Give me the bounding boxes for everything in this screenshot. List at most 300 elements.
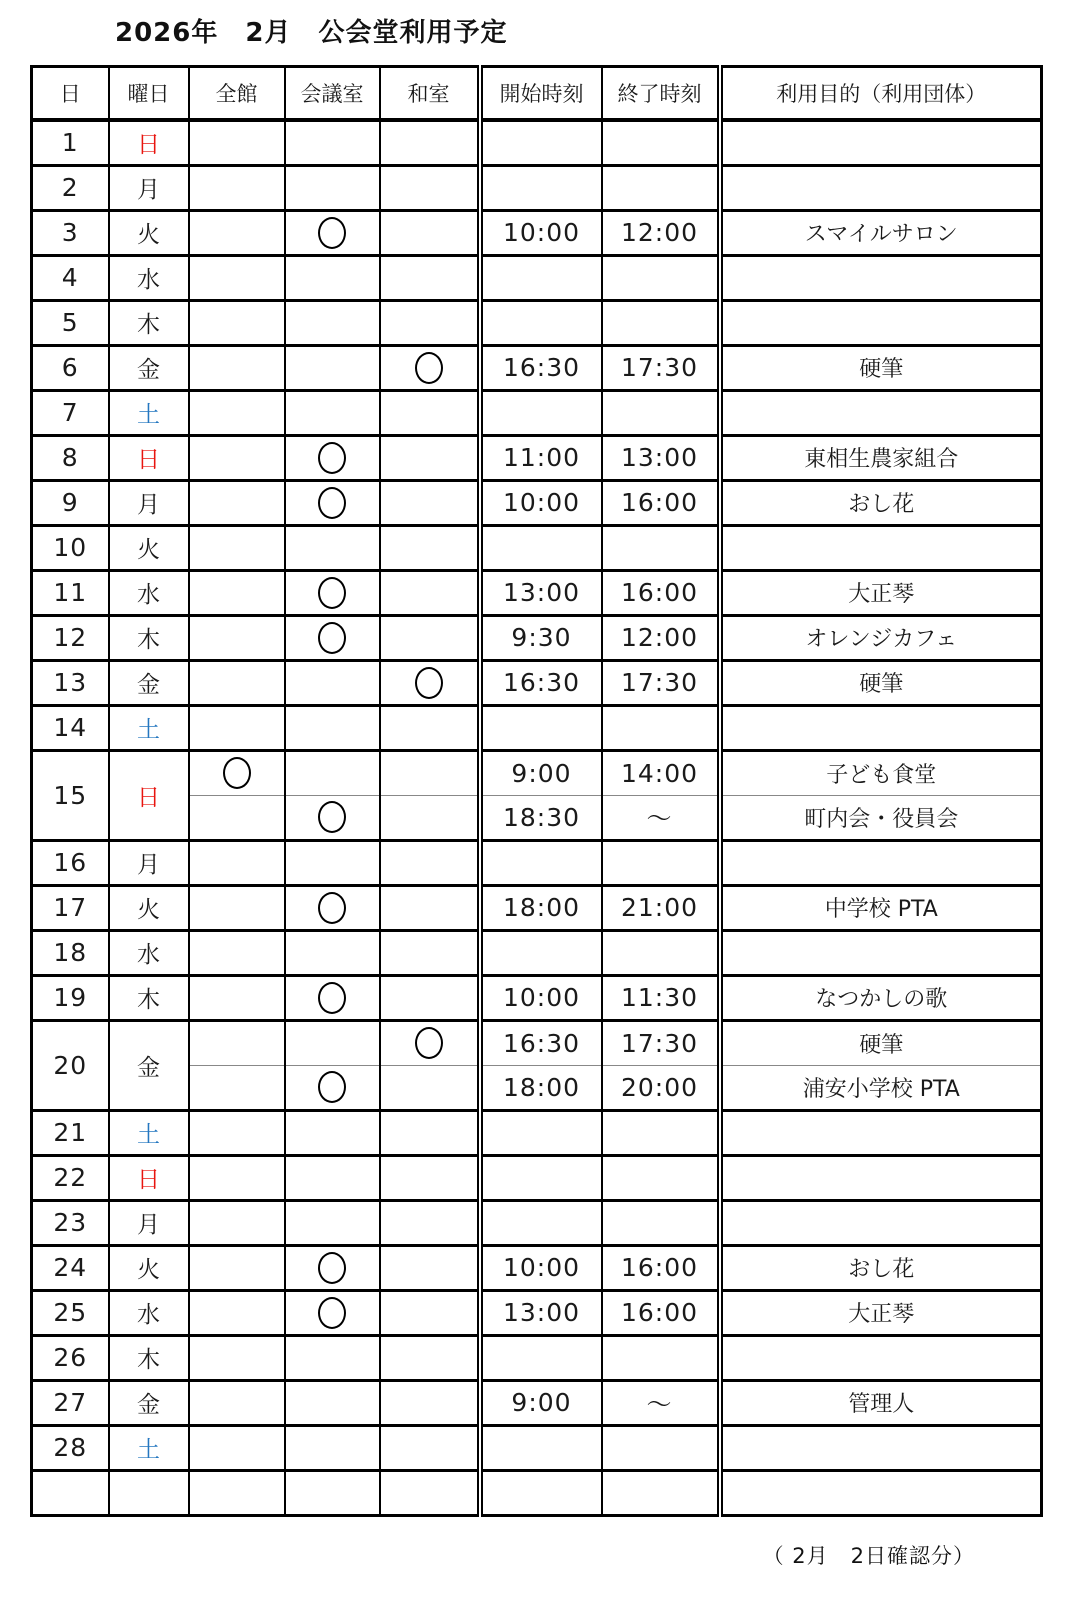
cell-end-time: 12:00 [602,210,720,255]
schedule-row-14 [32,705,1042,750]
cell-zenkan [189,1200,285,1245]
schedule-row-7 [32,390,1042,435]
header-row [32,67,1042,121]
cell-start-time [480,1200,602,1245]
cell-purpose [720,705,1042,750]
cell-kaigishitsu [285,615,380,660]
cell-washitsu [380,1200,480,1245]
cell-start-time [480,1425,602,1470]
cell-day: 3 [32,210,109,255]
header-cell-end-time: 終了時刻 [602,67,720,121]
cell-kaigishitsu [285,930,380,975]
circle-mark [318,1297,346,1329]
footer-note: （ 2月 2日確認分） [762,1544,975,1568]
cell-washitsu [380,300,480,345]
page-title: 2026年 2月 公会堂利用予定 [115,18,508,48]
cell-zenkan [189,975,285,1020]
cell-purpose: 管理人 [720,1380,1042,1425]
cell-zenkan [189,210,285,255]
schedule-row-15 [32,750,1042,795]
circle-mark [318,1252,346,1284]
schedule-row-10 [32,525,1042,570]
cell-kaigishitsu [285,120,380,165]
cell-start-time: 9:00 [480,750,602,795]
cell-end-time [602,1155,720,1200]
cell-weekday: 火 [109,885,189,930]
cell-day: 18 [32,930,109,975]
cell-start-time [480,840,602,885]
cell-zenkan [189,345,285,390]
cell-weekday: 水 [109,255,189,300]
cell-day: 6 [32,345,109,390]
cell-start-time [480,300,602,345]
cell-kaigishitsu [285,525,380,570]
cell-purpose: おし花 [720,1245,1042,1290]
cell-day: 23 [32,1200,109,1245]
cell-kaigishitsu [285,1200,380,1245]
cell-zenkan [189,255,285,300]
cell-purpose [720,1335,1042,1380]
cell-purpose: オレンジカフェ [720,615,1042,660]
schedule-row-20 [32,1020,1042,1065]
cell-purpose: おし花 [720,480,1042,525]
schedule-row-11 [32,570,1042,615]
cell-day: 15 [32,750,109,840]
cell-zenkan [189,1020,285,1065]
cell-purpose: 硬筆 [720,345,1042,390]
schedule-row-9 [32,480,1042,525]
cell-purpose: 中学校 PTA [720,885,1042,930]
cell-weekday: 金 [109,1020,189,1110]
cell-start-time: 10:00 [480,210,602,255]
cell-zenkan [189,660,285,705]
cell-weekday: 水 [109,1290,189,1335]
cell-day: 20 [32,1020,109,1110]
schedule-row-12 [32,615,1042,660]
cell-weekday: 土 [109,1425,189,1470]
cell-weekday: 日 [109,435,189,480]
cell-day: 25 [32,1290,109,1335]
cell-end-time [602,840,720,885]
cell-washitsu [380,1110,480,1155]
cell-zenkan [189,1245,285,1290]
cell-end-time [602,1200,720,1245]
cell-kaigishitsu [285,210,380,255]
cell-end-time [602,1425,720,1470]
cell-weekday: 土 [109,1110,189,1155]
cell-purpose [720,525,1042,570]
cell-weekday: 木 [109,1335,189,1380]
cell-start-time [480,1470,602,1515]
cell-kaigishitsu [285,795,380,840]
cell-kaigishitsu [285,165,380,210]
cell-weekday: 水 [109,930,189,975]
cell-purpose [720,930,1042,975]
schedule-row-empty [32,1470,1042,1515]
cell-zenkan [189,120,285,165]
cell-weekday: 水 [109,570,189,615]
cell-washitsu [380,1335,480,1380]
circle-mark [415,1027,443,1059]
cell-day: 11 [32,570,109,615]
cell-end-time [602,120,720,165]
cell-weekday: 火 [109,525,189,570]
cell-zenkan [189,930,285,975]
circle-mark [223,757,251,789]
cell-purpose: 硬筆 [720,660,1042,705]
cell-start-time: 10:00 [480,480,602,525]
cell-day: 21 [32,1110,109,1155]
cell-zenkan [189,1065,285,1110]
cell-end-time [602,930,720,975]
cell-start-time [480,1110,602,1155]
schedule-row-4 [32,255,1042,300]
header-cell-day: 日 [32,67,109,121]
cell-weekday: 土 [109,390,189,435]
schedule-row-3 [32,210,1042,255]
cell-washitsu [380,525,480,570]
cell-washitsu [380,840,480,885]
cell-kaigishitsu [285,345,380,390]
cell-purpose [720,840,1042,885]
cell-start-time: 10:00 [480,975,602,1020]
cell-purpose [720,1425,1042,1470]
cell-purpose: 町内会・役員会 [720,795,1042,840]
cell-zenkan [189,300,285,345]
circle-mark [318,892,346,924]
cell-end-time: ～ [602,1380,720,1425]
cell-day: 17 [32,885,109,930]
cell-day: 7 [32,390,109,435]
cell-washitsu [380,750,480,795]
cell-washitsu [380,210,480,255]
cell-day: 12 [32,615,109,660]
cell-weekday: 日 [109,750,189,840]
cell-kaigishitsu [285,480,380,525]
cell-washitsu [380,120,480,165]
cell-end-time [602,705,720,750]
cell-kaigishitsu [285,300,380,345]
cell-washitsu [380,1155,480,1200]
cell-zenkan [189,705,285,750]
cell-weekday: 火 [109,210,189,255]
cell-end-time: 17:30 [602,345,720,390]
cell-start-time: 18:30 [480,795,602,840]
cell-weekday [109,1470,189,1515]
cell-day: 2 [32,165,109,210]
schedule-row-8 [32,435,1042,480]
cell-washitsu [380,570,480,615]
cell-kaigishitsu [285,750,380,795]
cell-washitsu [380,975,480,1020]
cell-weekday: 金 [109,345,189,390]
cell-day: 10 [32,525,109,570]
cell-washitsu [380,1245,480,1290]
cell-weekday: 火 [109,1245,189,1290]
cell-kaigishitsu [285,1335,380,1380]
cell-zenkan [189,435,285,480]
cell-kaigishitsu [285,1065,380,1110]
cell-start-time: 16:30 [480,345,602,390]
cell-weekday: 金 [109,1380,189,1425]
cell-purpose [720,165,1042,210]
cell-zenkan [189,480,285,525]
cell-start-time: 10:00 [480,1245,602,1290]
cell-kaigishitsu [285,255,380,300]
schedule-row-5 [32,300,1042,345]
cell-zenkan [189,1290,285,1335]
cell-end-time: 17:30 [602,1020,720,1065]
cell-start-time [480,705,602,750]
cell-start-time: 11:00 [480,435,602,480]
cell-end-time: 11:30 [602,975,720,1020]
cell-kaigishitsu [285,570,380,615]
cell-start-time: 16:30 [480,1020,602,1065]
cell-start-time [480,390,602,435]
cell-kaigishitsu [285,1425,380,1470]
header-cell-start-time: 開始時刻 [480,67,602,121]
cell-day: 5 [32,300,109,345]
cell-end-time [602,255,720,300]
cell-weekday: 土 [109,705,189,750]
cell-purpose [720,300,1042,345]
cell-kaigishitsu [285,1020,380,1065]
cell-washitsu [380,390,480,435]
cell-purpose: 硬筆 [720,1020,1042,1065]
circle-mark [318,577,346,609]
cell-zenkan [189,165,285,210]
cell-zenkan [189,390,285,435]
cell-day: 4 [32,255,109,300]
cell-washitsu [380,705,480,750]
cell-start-time [480,1155,602,1200]
cell-purpose [720,120,1042,165]
cell-end-time [602,1470,720,1515]
cell-purpose [720,1200,1042,1245]
cell-start-time: 9:00 [480,1380,602,1425]
circle-mark [318,1071,346,1103]
circle-mark [318,622,346,654]
schedule-row-28 [32,1425,1042,1470]
cell-weekday: 木 [109,615,189,660]
cell-end-time [602,390,720,435]
schedule-body [32,120,1042,1515]
cell-day [32,1470,109,1515]
cell-kaigishitsu [285,1380,380,1425]
cell-day: 9 [32,480,109,525]
cell-kaigishitsu [285,885,380,930]
schedule-row-26 [32,1335,1042,1380]
header-cell-washitsu: 和室 [380,67,480,121]
cell-start-time [480,525,602,570]
cell-end-time [602,525,720,570]
schedule-row-22 [32,1155,1042,1200]
cell-kaigishitsu [285,840,380,885]
cell-day: 28 [32,1425,109,1470]
cell-start-time [480,255,602,300]
cell-purpose [720,1110,1042,1155]
cell-washitsu [380,255,480,300]
cell-kaigishitsu [285,705,380,750]
cell-zenkan [189,1335,285,1380]
cell-washitsu [380,1470,480,1515]
cell-kaigishitsu [285,975,380,1020]
cell-zenkan [189,1155,285,1200]
schedule-row-27 [32,1380,1042,1425]
header-cell-zenkan: 全館 [189,67,285,121]
cell-day: 14 [32,705,109,750]
schedule-row-19 [32,975,1042,1020]
cell-purpose [720,1470,1042,1515]
cell-weekday: 月 [109,165,189,210]
cell-washitsu [380,1380,480,1425]
cell-purpose: 東相生農家組合 [720,435,1042,480]
cell-start-time [480,120,602,165]
cell-kaigishitsu [285,1245,380,1290]
circle-mark [318,217,346,249]
cell-washitsu [380,930,480,975]
circle-mark [318,442,346,474]
cell-day: 26 [32,1335,109,1380]
header-cell-purpose: 利用目的（利用団体） [720,67,1042,121]
cell-day: 16 [32,840,109,885]
cell-start-time: 16:30 [480,660,602,705]
cell-weekday: 日 [109,120,189,165]
cell-purpose [720,390,1042,435]
schedule-row-21 [32,1110,1042,1155]
cell-end-time [602,1335,720,1380]
cell-end-time: 20:00 [602,1065,720,1110]
cell-day: 22 [32,1155,109,1200]
cell-start-time [480,930,602,975]
cell-day: 27 [32,1380,109,1425]
cell-washitsu [380,615,480,660]
cell-day: 19 [32,975,109,1020]
cell-washitsu [380,480,480,525]
cell-washitsu [380,165,480,210]
cell-end-time: ～ [602,795,720,840]
cell-start-time: 18:00 [480,1065,602,1110]
cell-kaigishitsu [285,660,380,705]
circle-mark [415,667,443,699]
cell-purpose: スマイルサロン [720,210,1042,255]
cell-day: 1 [32,120,109,165]
cell-purpose [720,255,1042,300]
cell-kaigishitsu [285,1470,380,1515]
cell-zenkan [189,1380,285,1425]
schedule-row-18 [32,930,1042,975]
cell-zenkan [189,1425,285,1470]
cell-purpose: 大正琴 [720,1290,1042,1335]
cell-washitsu [380,1020,480,1065]
schedule-row-6 [32,345,1042,390]
cell-start-time: 13:00 [480,1290,602,1335]
cell-end-time: 13:00 [602,435,720,480]
cell-purpose: なつかしの歌 [720,975,1042,1020]
cell-day: 8 [32,435,109,480]
cell-end-time: 17:30 [602,660,720,705]
cell-purpose: 大正琴 [720,570,1042,615]
schedule-row-25 [32,1290,1042,1335]
schedule-row-13 [32,660,1042,705]
cell-weekday: 月 [109,840,189,885]
cell-zenkan [189,525,285,570]
cell-purpose [720,1155,1042,1200]
cell-weekday: 木 [109,975,189,1020]
schedule-row-1 [32,120,1042,165]
cell-weekday: 日 [109,1155,189,1200]
cell-zenkan [189,795,285,840]
cell-zenkan [189,570,285,615]
cell-zenkan [189,1110,285,1155]
cell-end-time: 16:00 [602,1290,720,1335]
schedule-row-16 [32,840,1042,885]
circle-mark [415,352,443,384]
cell-kaigishitsu [285,435,380,480]
cell-start-time: 9:30 [480,615,602,660]
circle-mark [318,487,346,519]
cell-end-time: 16:00 [602,480,720,525]
cell-washitsu [380,1425,480,1470]
cell-weekday: 金 [109,660,189,705]
cell-zenkan [189,840,285,885]
cell-end-time [602,165,720,210]
cell-washitsu [380,1065,480,1110]
schedule-row-24 [32,1245,1042,1290]
schedule-table [30,65,1043,1517]
cell-washitsu [380,660,480,705]
cell-washitsu [380,435,480,480]
cell-end-time: 21:00 [602,885,720,930]
cell-kaigishitsu [285,390,380,435]
cell-start-time: 13:00 [480,570,602,615]
cell-day: 13 [32,660,109,705]
cell-weekday: 月 [109,1200,189,1245]
cell-weekday: 木 [109,300,189,345]
cell-kaigishitsu [285,1110,380,1155]
cell-zenkan [189,750,285,795]
cell-washitsu [380,885,480,930]
cell-purpose: 浦安小学校 PTA [720,1065,1042,1110]
cell-end-time [602,300,720,345]
circle-mark [318,801,346,833]
schedule-row-23 [32,1200,1042,1245]
cell-end-time: 16:00 [602,1245,720,1290]
cell-start-time: 18:00 [480,885,602,930]
cell-end-time: 14:00 [602,750,720,795]
cell-end-time: 16:00 [602,570,720,615]
cell-washitsu [380,795,480,840]
circle-mark [318,982,346,1014]
cell-day: 24 [32,1245,109,1290]
cell-end-time: 12:00 [602,615,720,660]
header-cell-weekday: 曜日 [109,67,189,121]
cell-kaigishitsu [285,1290,380,1335]
cell-weekday: 月 [109,480,189,525]
cell-start-time [480,1335,602,1380]
cell-zenkan [189,1470,285,1515]
schedule-row-2 [32,165,1042,210]
header-cell-kaigishitsu: 会議室 [285,67,380,121]
cell-kaigishitsu [285,1155,380,1200]
cell-start-time [480,165,602,210]
schedule-row-17 [32,885,1042,930]
cell-purpose: 子ども食堂 [720,750,1042,795]
cell-washitsu [380,1290,480,1335]
cell-washitsu [380,345,480,390]
cell-end-time [602,1110,720,1155]
cell-zenkan [189,885,285,930]
